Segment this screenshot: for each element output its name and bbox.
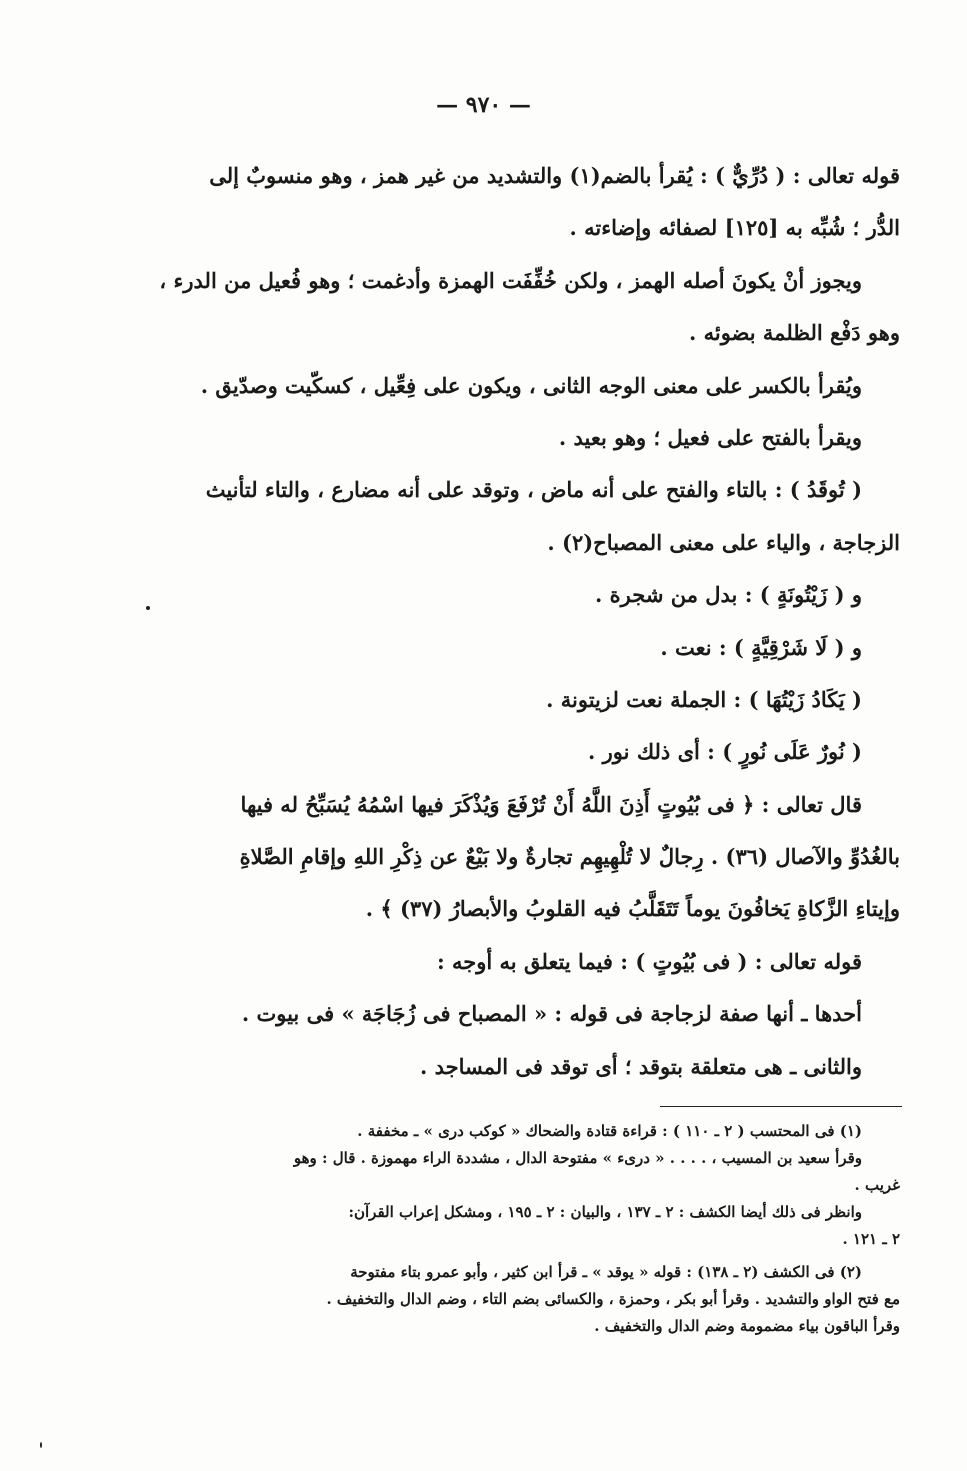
footnote-line: وقرأ سعيد بن المسيب ، . . . . « درىء » مفتوحة الدال ، مشددة الراء مهموزة . قال : وهو [293,1149,862,1167]
text-line: والثانى ـ هى متعلقة بتوقد ؛ أى توقد فى المساجد . [419,1053,862,1079]
text-line: قوله تعالى : ( فى بُيُوتٍ ) : فيما يتعلق به أوجه : [436,948,862,974]
quran-verse-line: بالغُدُوِّ والآصال (٣٦) . رِجالٌ لا تُلْهِيهِم تجارةٌ ولا بَيْعٌ عن ذِكْرِ اللهِ وإقامِ الصَّلاةِ [239,844,900,870]
quran-verse-line: وإيتاءِ الزَّكاةِ يَخافُونَ يوماً تَتَقَلَّبُ فيه القلوبُ والأبصارُ (٣٧) ﴾ . [365,896,900,922]
text-line: أحدها ـ أنها صفة لزجاجة فى قوله : « المصباح فى زُجَاجَة » فى بيوت . [241,1001,862,1027]
text-line: ويجوز أنْ يكونَ أصله الهمز ، ولكن خُفِّفَت الهمزة وأدغمت ؛ وهو فُعيل من الدرء ، [159,267,862,293]
scan-speck [146,606,150,610]
text-line: ( نُورٌ عَلَى نُورٍ ) : أى ذلك نور . [588,739,862,765]
text-line: الدُّر ؛ شُبِّه به [١٢٥] لصفائه وإضاءته . [569,215,900,241]
footnote-divider [660,1106,902,1107]
text-line: ويقرأ بالفتح على فعيل ؛ وهو بعيد . [558,424,862,450]
footnote-line: (٢) فى الكشف (٢ ـ ١٣٨) : قوله « يوقد » ـ قرأ ابن كثير ، وأبو عمرو بتاء مفتوحة [350,1263,862,1281]
footnotes [100,1118,900,1340]
text-line: قوله تعالى : ( دُرِّيٌّ ) : يُقرأ بالضم(١) والتشديد من غير همز ، وهو منسوبٌ إلى [209,163,900,188]
footnote-line: (١) فى المحتسب ( ٢ ـ ١١٠ ) : قراءة قتادة والضحاك « كوكب درى » ـ مخففة . [357,1122,862,1140]
footnote-line: غريب . [854,1176,900,1194]
text-line: ( تُوقَدُ ) : بالتاء والفتح على أنه ماض ، وتوقد على أنه مضارع ، والتاء لتأنيث [205,477,862,503]
text-line: وهو دَفْع الظلمة بضوئه . [688,320,900,346]
text-line: و ( لَا شَرْقِيَّةٍ ) : نعت . [660,634,862,660]
footnote-line: ٢ ـ ١٢١ . [842,1230,900,1248]
main-text [100,150,900,1093]
text-line: الزجاجة ، والياء على معنى المصباح(٢) . [547,529,900,555]
text-line: ويُقرأ بالكسر على معنى الوجه الثانى ، ويكون على فِعِّيل ، كسكّيت وصدّيق . [200,372,862,398]
footnote-line: وقرأ الباقون بياء مضمومة وضم الدال والتخفيف . [594,1317,900,1335]
scan-speck [40,1442,42,1448]
text-line: ( يَكَادُ زَيْتُهَا ) : الجملة نعت لزيتونة . [546,686,862,712]
page-number: — ٩٧٠ — [436,92,531,118]
text-line: و ( زَيْتُونَةٍ ) : بدل من شجرة . [595,582,862,608]
footnote-line: وانظر فى ذلك أيضا الكشف : ٢ ـ ١٣٧ ، والبيان : ٢ ـ ١٩٥ ، ومشكل إعراب القرآن: [348,1203,862,1221]
footnote-line: مع فتح الواو والتشديد . وقرأ أبو بكر ، وحمزة ، والكسائى بضم التاء ، وضم الدال والتخفيف . [326,1290,900,1308]
quran-verse-line: قال تعالى : ﴿ فى بُيُوتٍ أَذِنَ اللَّهُ أَنْ تُرْفَعَ وَيُذْكَرَ فيها اسْمُهُ يُسَبِّحُ له فيها [240,791,862,817]
